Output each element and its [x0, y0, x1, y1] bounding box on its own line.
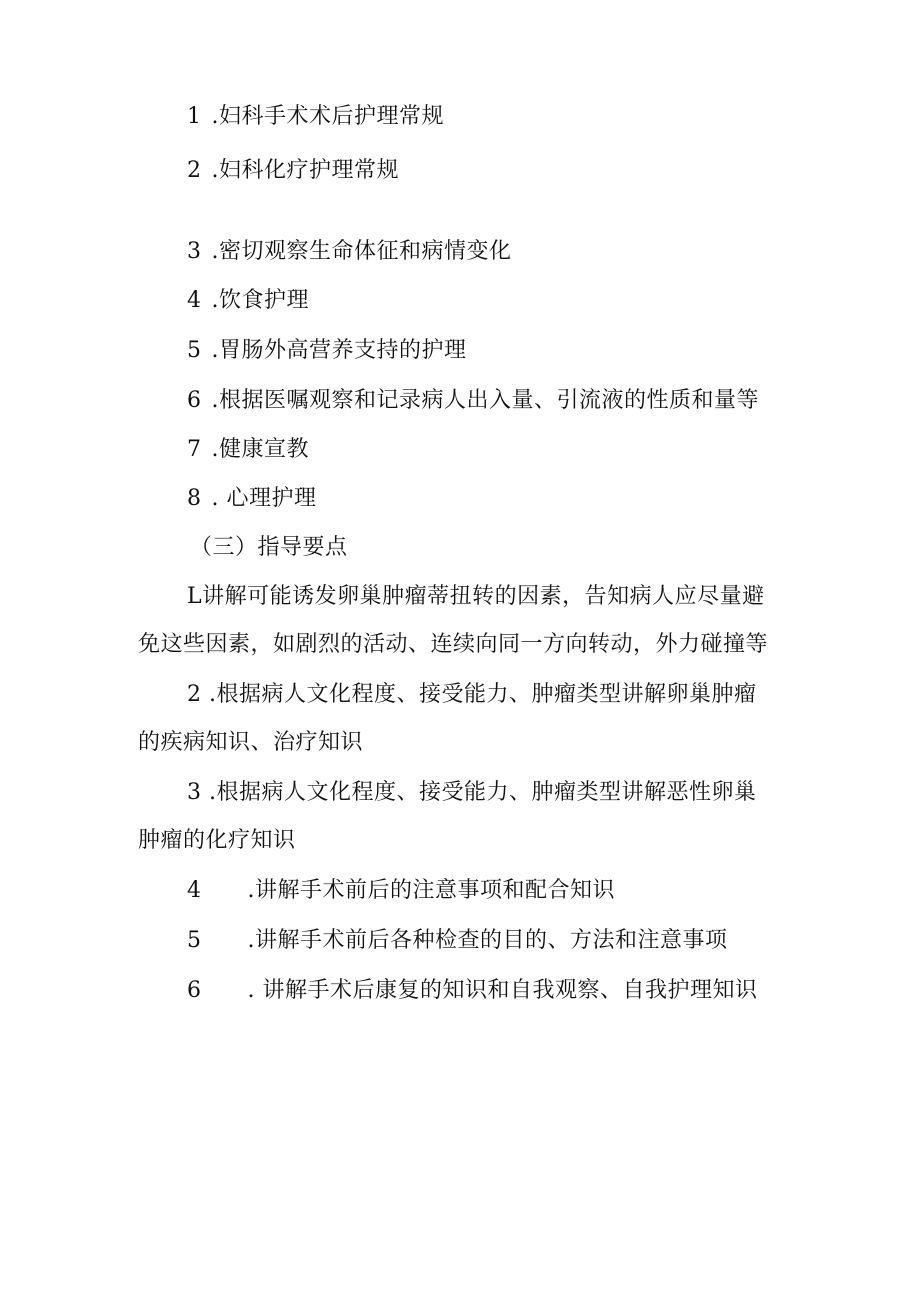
- list-item-text: .妇科化疗护理常规: [211, 158, 399, 183]
- list-item-text: . 心理护理: [211, 486, 317, 511]
- list-item: [187, 336, 467, 366]
- list-item: [187, 484, 317, 514]
- paragraph-line: L讲解可能诱发卵巢肿瘤蒂扭转的因素，告知病人应尽量避: [187, 584, 765, 609]
- list-item: [187, 435, 309, 465]
- list-item-text: .根据医嘱观察和记录病人出入量、引流液的性质和量等: [211, 388, 759, 413]
- list-item: [187, 926, 728, 956]
- paragraph-line: 3 .根据病人文化程度、接受能力、肿瘤类型讲解恶性卵巢: [187, 780, 757, 805]
- list-item-number: 4: [187, 288, 202, 313]
- paragraph-line: 肿瘤的化疗知识: [138, 828, 296, 853]
- list-item-text: .讲解手术前后的注意事项和配合知识: [247, 878, 615, 903]
- list-item: [187, 386, 759, 416]
- list-item-text: .饮食护理: [211, 288, 309, 313]
- list-item-text: .密切观察生命体征和病情变化: [211, 239, 512, 264]
- list-item: [187, 102, 444, 132]
- list-item-number: 1: [187, 104, 202, 129]
- list-item-text: .胃肠外高营养支持的护理: [211, 338, 467, 363]
- list-item: [187, 237, 512, 267]
- list-item-number: 6: [187, 978, 202, 1003]
- list-item: [187, 286, 309, 316]
- list-item: [187, 156, 399, 186]
- list-item: [187, 976, 758, 1006]
- list-item-text: .健康宣教: [211, 437, 309, 462]
- list-item-number: 4: [187, 878, 202, 903]
- section-heading: （三）指导要点: [190, 535, 348, 560]
- list-item-text: . 讲解手术后康复的知识和自我观察、自我护理知识: [247, 978, 758, 1003]
- paragraph-line: 免这些因素，如剧烈的活动、连续向同一方向转动，外力碰撞等: [138, 632, 769, 657]
- list-item-number: 5: [187, 338, 202, 363]
- list-item: [187, 876, 615, 906]
- list-item-number: 3: [187, 239, 202, 264]
- list-item-number: 8: [187, 486, 202, 511]
- paragraph-line: 2 .根据病人文化程度、接受能力、肿瘤类型讲解卵巢肿瘤: [187, 682, 757, 707]
- list-item-text: .妇科手术术后护理常规: [211, 104, 444, 129]
- list-item-number: 5: [187, 928, 202, 953]
- list-item-number: 2: [187, 158, 202, 183]
- paragraph-line: 的疾病知识、治疗知识: [138, 730, 364, 755]
- list-item-number: 7: [187, 437, 202, 462]
- list-item-text: .讲解手术前后各种检查的目的、方法和注意事项: [247, 928, 728, 953]
- list-item-number: 6: [187, 388, 202, 413]
